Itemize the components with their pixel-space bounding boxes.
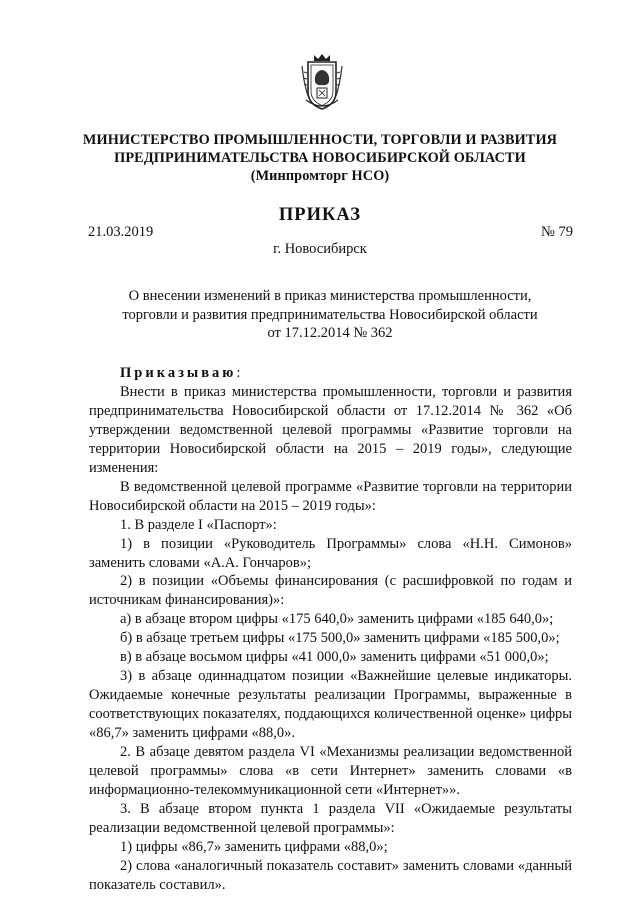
org-name-line1: МИНИСТЕРСТВО ПРОМЫШЛЕННОСТИ, ТОРГОВЛИ И РАЗВИТИЯ <box>82 132 558 148</box>
body-paragraph: В ведомственной целевой программе «Развитие торговли на территории Новосибирской области на 2015 – 2019 годы»: <box>89 478 572 514</box>
subject-line: торговли и развития предпринимательства Новосибирской области <box>122 306 538 323</box>
body-paragraph: 1) цифры «86,7» заменить цифрами «88,0»; <box>120 838 388 855</box>
body-paragraph: 1) в позиции «Руководитель Программы» слова «Н.Н. Симонов» заменить словами «А.А. Гончаров»; <box>89 535 572 571</box>
document-type-title: ПРИКАЗ <box>278 205 362 225</box>
body-paragraph: 3) в абзаце одиннадцатом позиции «Важнейшие целевые индикаторы. Ожидаемые конечные результаты реализации Программы, выраженные в соответствующих показателях, поддающихся количественной оценке» цифры «86,7» заменить цифрами «88,0». <box>89 668 572 742</box>
body-paragraph: Внести в приказ министерства промышленности, торговли и развития предпринимательства Новосибирской области от 17.12.2014 № 362 «Об утверждении ведомственной целевой программы «Развитие торговли на территории Новосибирской области на 2015 – 2019 годы», следующие изменения: <box>89 383 572 476</box>
body-paragraph: б) в абзаце третьем цифры «175 500,0» заменить цифрами «185 500,0»; <box>120 630 560 647</box>
body-paragraph: 2. В абзаце девятом раздела VI «Механизмы реализации ведомственной целевой программы» слова «в сети Интернет» заменить словами «в информационно-телекоммуникационной сети «Интернет»». <box>89 744 572 798</box>
document-subject <box>100 287 560 343</box>
body-paragraph: 2) в позиции «Объемы финансирования (с расшифровкой по годам и источникам финансирования)»: <box>89 573 572 609</box>
coat-of-arms-icon <box>300 52 344 112</box>
org-short-name: (Минпромторг НСО) <box>250 168 390 184</box>
subject-line: от 17.12.2014 № 362 <box>267 325 393 342</box>
body-paragraph: в) в абзаце восьмом цифры «41 000,0» заменить цифрами «51 000,0»; <box>120 649 549 666</box>
org-name-line2: ПРЕДПРИНИМАТЕЛЬСТВА НОВОСИБИРСКОЙ ОБЛАСТИ <box>114 150 526 166</box>
body-paragraph: а) в абзаце втором цифры «175 640,0» заменить цифрами «185 640,0»; <box>120 611 554 628</box>
document-number: № 79 <box>541 224 573 240</box>
document-body <box>89 364 572 895</box>
subject-line: О внесении изменений в приказ министерства промышленности, <box>128 288 532 304</box>
body-paragraph: 1. В разделе I «Паспорт»: <box>120 516 277 533</box>
order-word: Приказываю <box>120 365 237 381</box>
body-paragraph: 3. В абзаце втором пункта 1 раздела VII «Ожидаемые результаты реализации ведомственной целевой программы»: <box>89 800 572 836</box>
order-line: Приказываю: <box>120 365 241 381</box>
document-city: г. Новосибирск <box>273 241 367 257</box>
document-date: 21.03.2019 <box>88 224 154 240</box>
body-paragraph: 2) слова «аналогичный показатель составит» заменить словами «данный показатель составил». <box>89 857 572 893</box>
